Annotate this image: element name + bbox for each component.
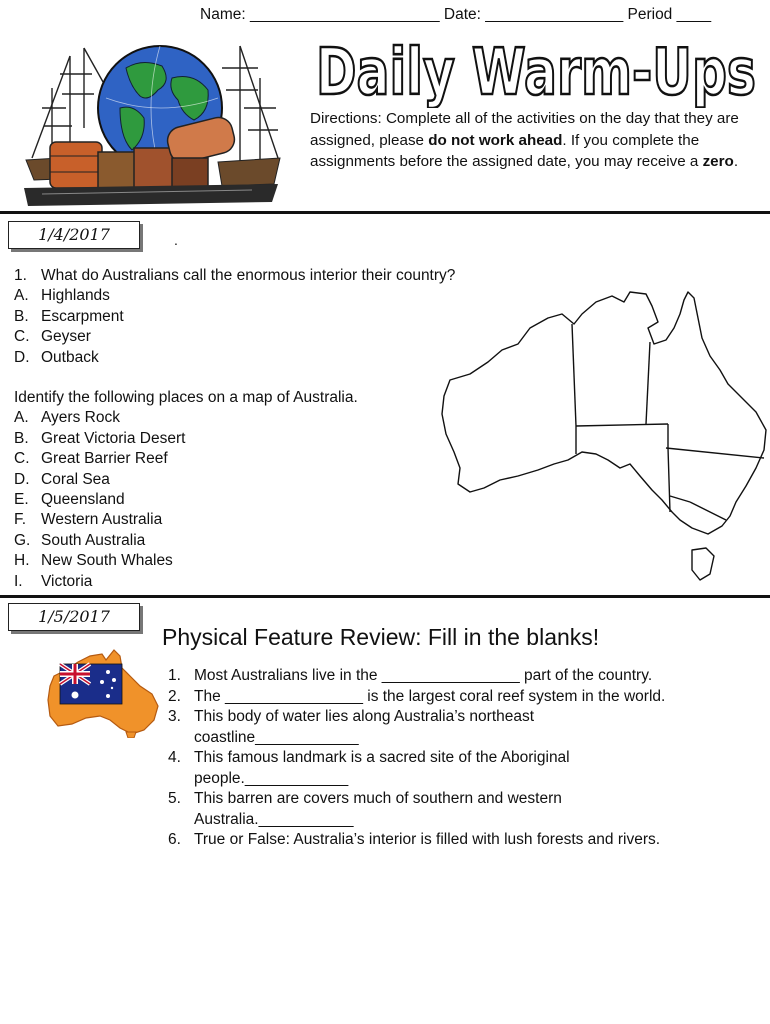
place-item: C. Great Barrier Reef	[14, 450, 168, 468]
australia-flag-map	[44, 646, 160, 738]
question: 1. What do Australians call the enormous interior their country?	[14, 267, 456, 284]
place-item: F. Western Australia	[14, 511, 163, 529]
student-info-line: Name: ______________________ Date: ________________ Period ____	[200, 6, 712, 23]
place-item: G. South Australia	[14, 531, 146, 549]
answer-option: D. Outback	[14, 348, 99, 366]
section-divider	[0, 211, 770, 214]
list-item: 6. True or False: Australia’s interior is filled with lush forests and rivers.	[168, 831, 661, 848]
page-title	[312, 28, 762, 108]
australia-outline-map	[430, 288, 770, 588]
directions-text: Directions: Complete all of the activities on the day that they are assigned, please do not work ahead. If you complete the assignments before the assigned date, you may receive a zero.	[310, 110, 739, 170]
place-item: I. Victoria	[14, 572, 93, 590]
section-title: Physical Feature Review: Fill in the blanks!	[162, 624, 600, 650]
globe-ships-illustration	[22, 38, 284, 214]
svg-text:Daily Warm-Ups: Daily Warm-Ups	[316, 36, 756, 108]
identify-prompt: Identify the following places on a map of Australia.	[14, 389, 358, 407]
place-item: H. New South Whales	[14, 552, 173, 570]
fill-in-blanks-list	[168, 666, 688, 851]
answer-option: B. Escarpment	[14, 307, 124, 325]
section-divider	[0, 595, 770, 598]
answer-option: C. Geyser	[14, 328, 91, 346]
date-label: 1/5/2017	[8, 603, 140, 631]
list-item: 2. The ________________ is the largest coral reef system in the world.	[168, 687, 666, 705]
place-item: E. Queensland	[14, 491, 125, 509]
list-item: 4. This famous landmark is a sacred site of the Aboriginal people.____________	[168, 749, 570, 787]
list-item: 3. This body of water lies along Australia’s northeast coastline____________	[168, 708, 535, 746]
stray-dot: .	[174, 232, 178, 248]
answer-option: A. Highlands	[14, 287, 110, 305]
list-item: 5. This barren are covers much of southern and western Australia.___________	[168, 790, 562, 828]
place-item: B. Great Victoria Desert	[14, 429, 186, 447]
date-label: 1/4/2017	[8, 221, 140, 249]
list-item: 1. Most Australians live in the ________________ part of the country.	[168, 667, 653, 684]
place-item: A. Ayers Rock	[14, 409, 120, 427]
place-item: D. Coral Sea	[14, 470, 110, 488]
